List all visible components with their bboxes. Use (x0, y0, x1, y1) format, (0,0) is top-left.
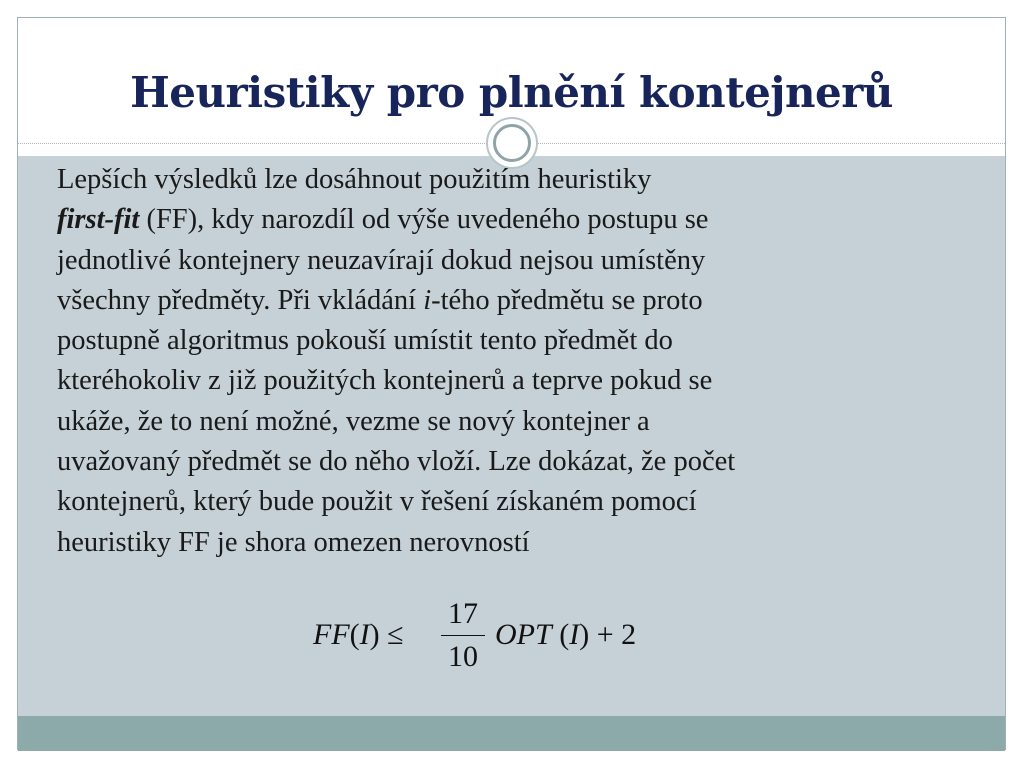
plus-two: + 2 (589, 618, 637, 651)
paragraph-line (57, 482, 947, 522)
text-span: Lepších výsledků lze dosáhnout použitím heuristiky (57, 164, 652, 195)
fraction-bar (441, 635, 485, 636)
opt-symbol: OPT (495, 618, 552, 651)
paragraph-line (57, 160, 947, 200)
paragraph-line (57, 361, 947, 401)
formula-lhs (313, 618, 404, 652)
paragraph-line (57, 442, 947, 482)
instance-variable: I (569, 618, 580, 651)
fraction-numerator: 17 (448, 597, 478, 630)
paren-close: ) (369, 618, 380, 651)
paragraph-line (57, 281, 947, 321)
text-span: postupně algoritmus pokouší umístit tento předmět do (57, 325, 673, 357)
instance-variable: I (359, 618, 370, 651)
text-span: kteréhokoliv z již použitých kontejnerů a teprve pokud se (57, 365, 713, 397)
ff-bound-formula (293, 588, 693, 698)
italic-variable: i (423, 284, 432, 316)
ff-symbol: FF (313, 618, 350, 651)
fraction-denominator: 10 (448, 640, 478, 673)
term-first-fit: first-fit (57, 204, 140, 236)
text-span: všechny předměty. Při vkládání (57, 284, 424, 316)
text-span: -tého předmětu se proto (431, 284, 703, 316)
fraction (441, 596, 485, 675)
body-paragraph (57, 160, 947, 563)
paragraph-line (57, 402, 947, 442)
leq-symbol: ≤ (379, 618, 404, 651)
footer-band (18, 716, 1005, 751)
paren-open: ( (349, 618, 360, 651)
paragraph-line (57, 200, 947, 240)
slide-title: Heuristiky pro plnění kontejnerů (130, 68, 893, 117)
text-span: ukáže, že to není možné, vezme se nový kontejner a (57, 405, 650, 437)
text-span: (FF), kdy narozdíl od výše uvedeného postupu se (139, 204, 709, 236)
paragraph-line (57, 321, 947, 361)
paren-open: ( (551, 618, 570, 651)
text-span: kontejnerů, který bude použit v řešení získaném pomocí (57, 486, 697, 518)
paren-close: ) (579, 618, 590, 651)
text-span: uvažovaný předmět se do něho vloží. Lze dokázat, že počet (57, 446, 736, 478)
paragraph-line (57, 523, 947, 563)
circle-ornament-inner (493, 124, 531, 162)
formula-rhs (495, 618, 636, 652)
text-span: heuristiky FF je shora omezen nerovností (57, 526, 530, 558)
paragraph-line (57, 241, 947, 281)
text-span: jednotlivé kontejnery neuzavírají dokud nejsou umístěny (57, 244, 706, 276)
